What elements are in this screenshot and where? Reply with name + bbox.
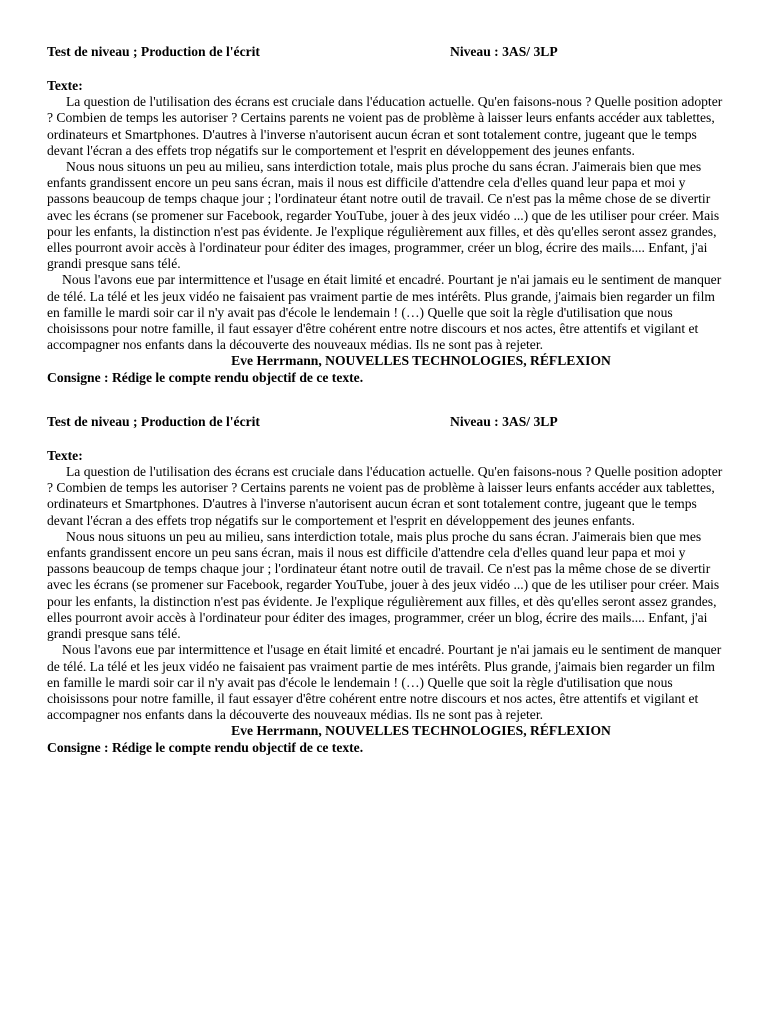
header-row <box>47 414 723 431</box>
texte-label: Texte: <box>47 78 83 93</box>
exercise-block-2 <box>47 414 723 756</box>
paragraph-2: Nous nous situons un peu au milieu, sans interdiction totale, mais plus proche du sans écran. J'aimerais bien que mes enfants grandissent encore un peu sans écran, mais il nous est difficile d'attendre cela d'elles quand leur papa et moi y passons beaucoup de temps chaque jour ; l'ordinateur étant notre outil de travail. Ce n'est pas la même chose de se divertir avec les écrans (se promener sur Facebook, regarder YouTube, jouer à des jeux vidéo ...) que de les utiliser pour créer. Mais pour les enfants, la distinction n'est pas évidente. Je l'explique régulièrement aux filles, et dès qu'elles seront assez grandes, elles pourront avoir accès à l'ordinateur pour éditer des images, programmer, créer un blog, écrire des mails.... Enfant, j'ai grandi presque sans télé. <box>47 159 720 272</box>
texte-label: Texte: <box>47 447 83 463</box>
consigne-instruction: Consigne : Rédige le compte rendu objectif de ce texte. <box>47 369 364 385</box>
header-row <box>47 44 723 61</box>
test-title: Test de niveau ; Production de l'écrit <box>47 413 260 429</box>
exercise-block-1 <box>47 44 723 386</box>
consigne-instruction: Consigne : Rédige le compte rendu objectif de ce texte. <box>47 739 364 755</box>
level-label: Niveau : 3AS/ 3LP <box>450 44 558 59</box>
paragraph-1: La question de l'utilisation des écrans est cruciale dans l'éducation actuelle. Qu'en faisons-nous ? Quelle position adopter ? Combien de temps les autoriser ? Certains parents ne voient pas de problème à laisser leurs enfants accéder aux tablettes, ordinateurs et Smartphones. D'autres à l'inverse n'autorisent aucun écran et sont totalement contre, jugeant que le temps devant l'écran a des effets trop négatifs sur le comportement et l'esprit en développement des jeunes enfants. <box>47 464 723 528</box>
document-page <box>47 44 723 756</box>
paragraph-3: Nous l'avons eue par intermittence et l'usage en était limité et encadré. Pourtant je n'ai jamais eu le sentiment de manquer de télé. La télé et les jeux vidéo ne faisaient pas vraiment partie de mes intérêts. Plus grande, j'aimais bien regarder un film en famille le mardi soir car il n'y avait pas d'école le lendemain ! (…) Quelle que soit la règle d'utilisation que nous choisissons pour notre famille, il faut essayer d'être cohérent entre notre discours et nos actes, être attentifs et vigilant et accompagner nos enfants dans la découverte des nouveaux médias. Ils ne sont pas à rejeter. <box>47 642 722 723</box>
source-citation: Eve Herrmann, NOUVELLES TECHNOLOGIES, RÉFLEXION <box>231 723 611 739</box>
test-title: Test de niveau ; Production de l'écrit <box>47 44 260 59</box>
source-citation: Eve Herrmann, NOUVELLES TECHNOLOGIES, RÉFLEXION <box>231 353 611 369</box>
paragraph-2: Nous nous situons un peu au milieu, sans interdiction totale, mais plus proche du sans écran. J'aimerais bien que mes enfants grandissent encore un peu sans écran, mais il nous est difficile d'attendre cela d'elles quand leur papa et moi y passons beaucoup de temps chaque jour ; l'ordinateur étant notre outil de travail. Ce n'est pas la même chose de se divertir avec les écrans (se promener sur Facebook, regarder YouTube, jouer à des jeux vidéo ...) que de les utiliser pour créer. Mais pour les enfants, la distinction n'est pas évidente. Je l'explique régulièrement aux filles, et dès qu'elles seront assez grandes, elles pourront avoir accès à l'ordinateur pour éditer des images, programmer, créer un blog, écrire des mails.... Enfant, j'ai grandi presque sans télé. <box>47 528 720 642</box>
paragraph-3: Nous l'avons eue par intermittence et l'usage en était limité et encadré. Pourtant je n'ai jamais eu le sentiment de manquer de télé. La télé et les jeux vidéo ne faisaient pas vraiment partie de mes intérêts. Plus grande, j'aimais bien regarder un film en famille le mardi soir car il n'y avait pas d'école le lendemain ! (…) Quelle que soit la règle d'utilisation que nous choisissons pour notre famille, il faut essayer d'être cohérent entre notre discours et nos actes, être attentifs et vigilant et accompagner nos enfants dans la découverte des nouveaux médias. Ils ne sont pas à rejeter. <box>47 272 722 353</box>
paragraph-1: La question de l'utilisation des écrans est cruciale dans l'éducation actuelle. Qu'en faisons-nous ? Quelle position adopter ? Combien de temps les autoriser ? Certains parents ne voient pas de problème à laisser leurs enfants accéder aux tablettes, ordinateurs et Smartphones. D'autres à l'inverse n'autorisent aucun écran et sont totalement contre, jugeant que le temps devant l'écran a des effets trop négatifs sur le comportement et l'esprit en développement des jeunes enfants. <box>47 94 723 158</box>
level-label: Niveau : 3AS/ 3LP <box>450 413 558 429</box>
